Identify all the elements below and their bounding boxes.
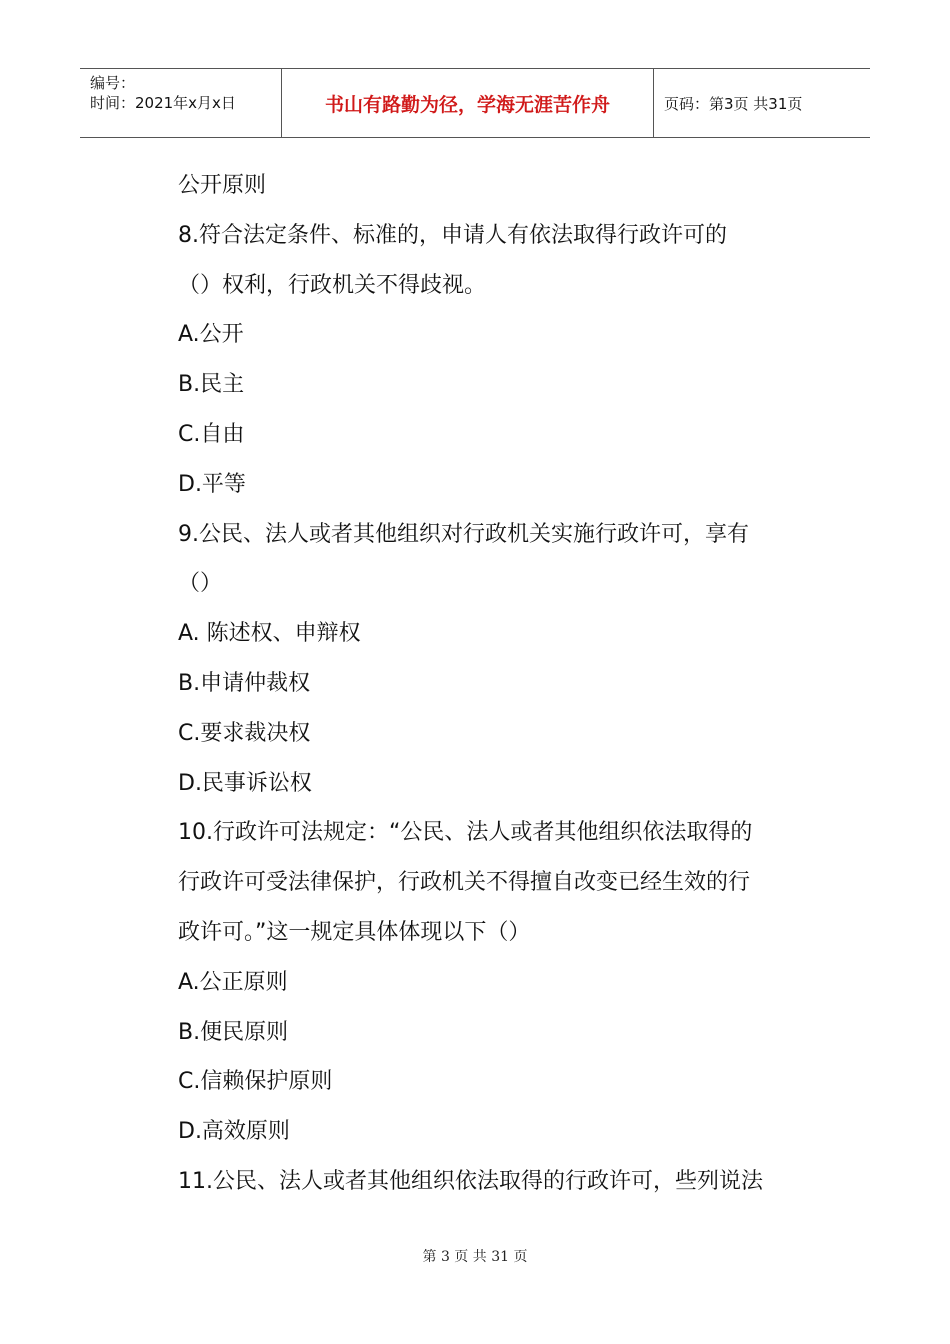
document-body xyxy=(178,161,818,1207)
question-9-option-d: D.民事诉讼权 xyxy=(178,770,312,796)
document-number-label: 编号： xyxy=(90,74,136,92)
text-line: 公开原则 xyxy=(178,173,267,198)
question-9-option-c: C.要求裁决权 xyxy=(178,720,311,746)
question-11-stem: 11.公民、法人或者其他组织依法取得的行政许可，些列说法 xyxy=(178,1168,763,1194)
header-meta xyxy=(80,69,282,137)
page-footer: 第 3 页 共 31 页 xyxy=(422,1249,528,1265)
question-10-option-b: B.便民原则 xyxy=(178,1019,289,1045)
question-8-option-d: D.平等 xyxy=(178,471,246,497)
document-date: 时间：2021年x月x日 xyxy=(90,94,236,112)
question-10-stem-cont: 行政许可受法律保护，行政机关不得擅自改变已经生效的行 xyxy=(178,870,751,896)
question-9-stem: 9.公民、法人或者其他组织对行政机关实施行政许可，享有 xyxy=(178,521,749,547)
question-10-option-a: A.公正原则 xyxy=(178,969,288,995)
question-8-stem: 8.符合法定条件、标准的，申请人有依法取得行政许可的 xyxy=(178,222,727,248)
page-header xyxy=(80,68,870,138)
question-10-option-d: D.高效原则 xyxy=(178,1119,290,1145)
question-8-option-a: A.公开 xyxy=(178,322,244,348)
question-9-option-b: B.申请仲裁权 xyxy=(178,670,311,696)
question-9-option-a: A. 陈述权、申辩权 xyxy=(178,621,361,647)
question-10-option-c: C.信赖保护原则 xyxy=(178,1069,333,1095)
question-8-stem-cont: （）权利，行政机关不得歧视。 xyxy=(178,272,487,298)
question-10-stem: 10.行政许可法规定：“公民、法人或者其他组织依法取得的 xyxy=(178,820,753,846)
header-motto: 书山有路勤为径，学海无涯苦作舟 xyxy=(282,69,654,137)
question-8-option-b: B.民主 xyxy=(178,372,245,398)
question-8-option-c: C.自由 xyxy=(178,421,245,447)
question-10-stem-end: 政许可。”这一规定具体体现以下（） xyxy=(178,919,531,945)
question-9-stem-cont: （） xyxy=(178,571,223,597)
header-page-info: 页码：第3页 共31页 xyxy=(664,94,803,113)
